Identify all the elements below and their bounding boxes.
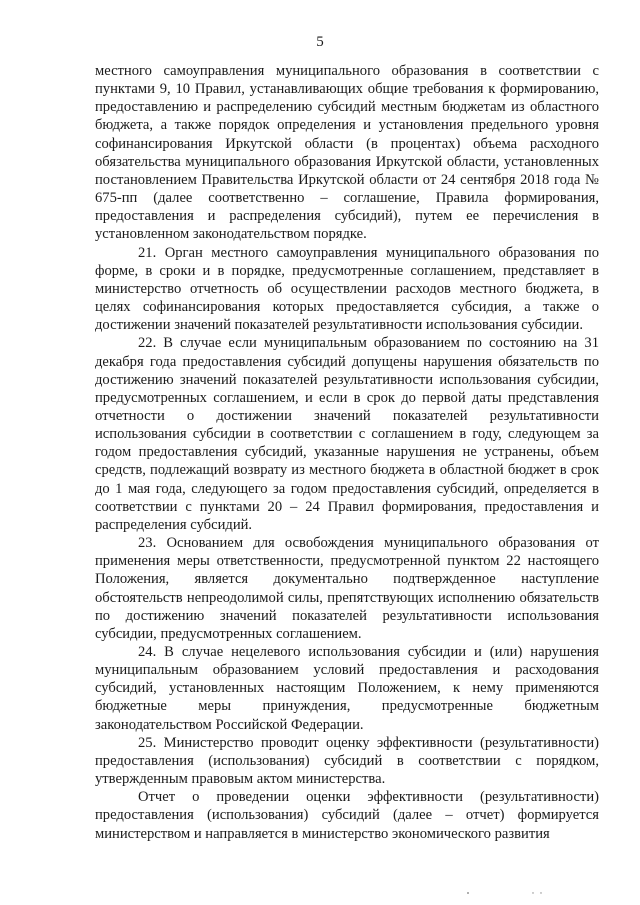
paragraph-continuation: местного самоуправления муниципального образования в соответствии с пунктами 9, 10 Правил, устанавливающих общие требования к формированию, предоставлению и распределению субсидий местным бюджетам из областного бюджета, а также порядок определения и установления предельного уровня софинансирования Иркутской области (в процентах) объема расходного обязательства муниципального образования Иркутской области, установленных постановлением Правительства Иркутской области от 24 сентября 2018 года № 675-пп (далее соответственно – соглашение, Правила формирования, предоставления и распределения субсидий), путем ее перечисления в установленном законодательством порядке. — [95, 63, 599, 243]
scan-speck — [467, 892, 469, 894]
document-body — [95, 62, 599, 843]
paragraph-23: 23. Основанием для освобождения муниципального образования от применения меры ответственности, предусмотренной пунктом 22 настоящего Положения, является документально подтвержденное наступление обстоятельств непреодолимой силы, препятствующих исполнению обязательств по достижению значений показателей результативности использования субсидии, предусмотренных соглашением. — [95, 535, 599, 642]
paragraph-24: 24. В случае нецелевого использования субсидии и (или) нарушения муниципальным образованием условий предоставления и расходования субсидий, установленных настоящим Положением, к нему применяются бюджетные меры принуждения, предусмотренные бюджетным законодательством Российской Федерации. — [95, 644, 599, 733]
page-number: 5 — [316, 34, 324, 50]
scan-speck — [532, 892, 533, 893]
paragraph-25: 25. Министерство проводит оценку эффективности (результативности) предоставления (использования) субсидий в соответствии с порядком, утвержденным правовым актом министерства. — [95, 734, 599, 788]
paragraph-21: 21. Орган местного самоуправления муниципального образования по форме, в сроки и в порядке, предусмотренные соглашением, представляет в министерство отчетность об осуществлении расходов местного бюджета, в целях софинансирования которых предоставляется субсидия, а также о достижении значений показателей результативности использования субсидии. — [95, 244, 599, 334]
paragraph-22: 22. В случае если муниципальным образованием по состоянию на 31 декабря года предоставления субсидий допущены нарушения обязательств по достижению значений показателей результативности использования субсидии, предусмотренных соглашением, и если в срок до первой даты представления отчетности о достижении значений показателей результативности использования субсидии в соответствии с соглашением в году, следующем за годом предоставления субсидий, указанные нарушения не устранены, объем средств, подлежащий возврату из местного бюджета в областной бюджет в срок до 1 мая года, следующего за годом предоставления субсидий, определяется в соответствии с пунктами 20 – 24 Правил формирования, предоставления и распределения субсидий. — [95, 335, 599, 533]
paragraph-report: Отчет о проведении оценки эффективности (результативности) предоставления (использования) субсидий (далее – отчет) формируется министерством и направляется в министерство экономического развития — [95, 789, 599, 842]
scan-speck — [540, 892, 541, 893]
